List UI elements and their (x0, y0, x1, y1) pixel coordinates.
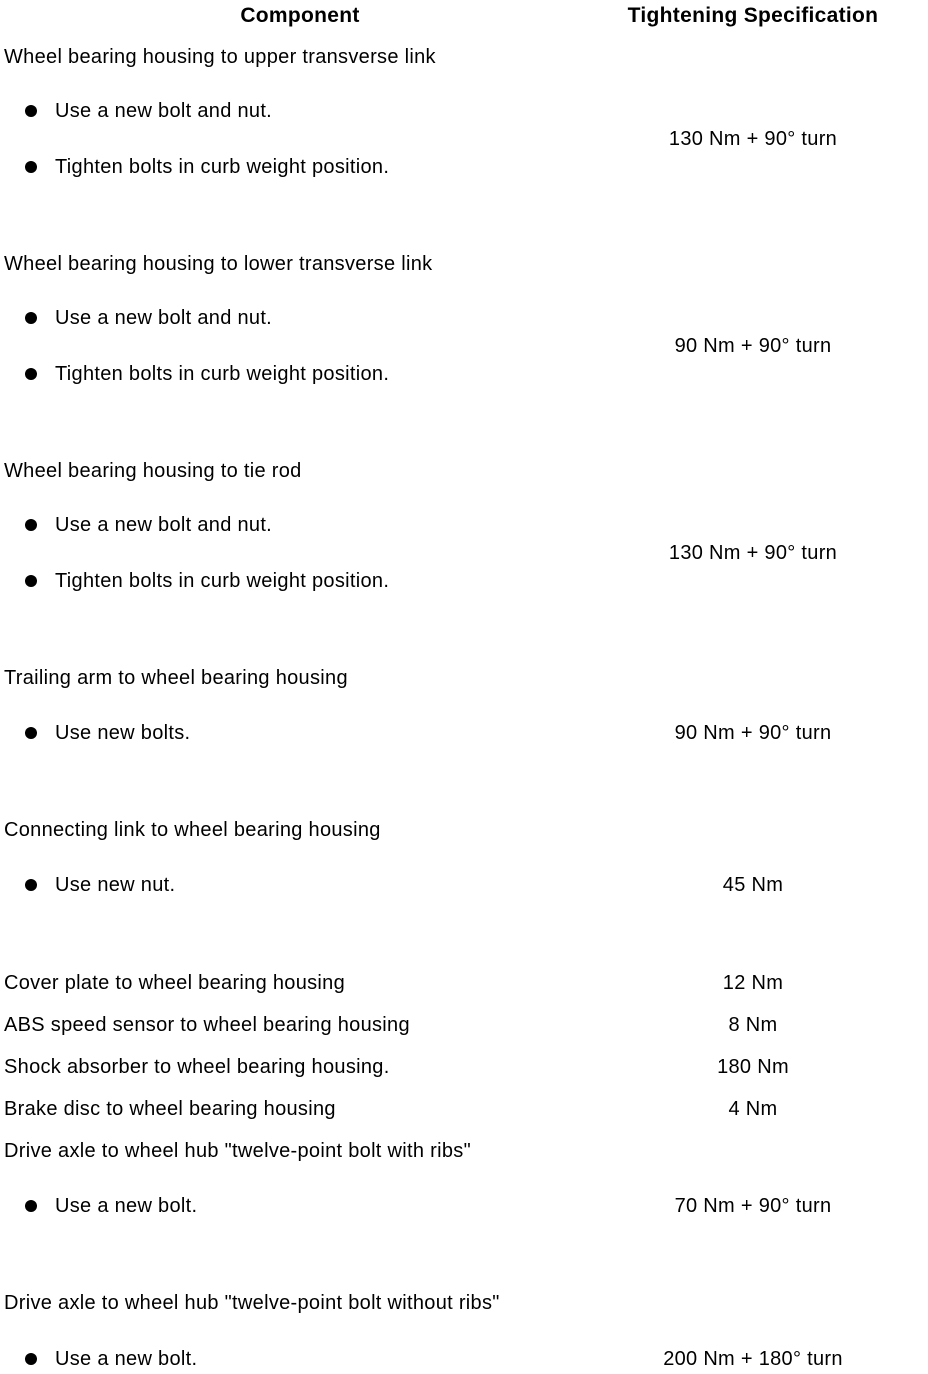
spec-value: 130 Nm + 90° turn (668, 542, 838, 564)
section-wheel-bearing-lower-transverse-link (0, 253, 928, 385)
bullet-list (0, 1348, 600, 1370)
bullet-item (0, 874, 600, 896)
bullet-text: Use a new bolt. (55, 1195, 198, 1217)
section-title: Trailing arm to wheel bearing housing (4, 667, 348, 689)
spec-value: 130 Nm + 90° turn (668, 128, 838, 150)
bullet-text: Tighten bolts in curb weight position. (55, 363, 390, 385)
table-row-brake-disc (0, 1098, 928, 1120)
bullet-icon (25, 105, 37, 117)
bullet-item (0, 1195, 600, 1217)
section-title: Drive axle to wheel hub "twelve-point bolt with ribs" (4, 1140, 471, 1162)
component-name: Shock absorber to wheel bearing housing. (4, 1056, 390, 1078)
component-name: Cover plate to wheel bearing housing (4, 972, 346, 994)
bullet-list (0, 874, 600, 896)
bullet-item (0, 100, 600, 122)
bullet-item (0, 1348, 600, 1370)
bullet-item (0, 514, 600, 536)
section-drive-axle-with-ribs (0, 1140, 928, 1217)
spec-value: 90 Nm + 90° turn (674, 722, 832, 744)
component-name: ABS speed sensor to wheel bearing housing (4, 1014, 410, 1036)
bullet-list (0, 514, 600, 592)
bullet-item (0, 156, 600, 178)
section-wheel-bearing-tie-rod (0, 460, 928, 592)
spec-value: 45 Nm (722, 874, 784, 896)
component-name: Brake disc to wheel bearing housing (4, 1098, 336, 1120)
table-row-shock-absorber (0, 1056, 928, 1078)
section-connecting-link (0, 819, 928, 896)
column-header-component: Component (240, 4, 360, 27)
bullet-item (0, 307, 600, 329)
section-wheel-bearing-upper-transverse-link (0, 46, 928, 178)
bullet-text: Use a new bolt and nut. (55, 514, 273, 536)
bullet-text: Use a new bolt. (55, 1348, 198, 1370)
simple-spec-rows (0, 972, 928, 1120)
spec-value: 12 Nm (722, 972, 784, 994)
section-title: Wheel bearing housing to tie rod (4, 460, 302, 482)
table-row-abs-speed-sensor (0, 1014, 928, 1036)
table-row-cover-plate (0, 972, 928, 994)
bullet-text: Tighten bolts in curb weight position. (55, 570, 390, 592)
bullet-icon (25, 575, 37, 587)
bullet-list (0, 722, 600, 744)
spec-value: 70 Nm + 90° turn (674, 1195, 832, 1217)
bullet-icon (25, 519, 37, 531)
bullet-list (0, 307, 600, 385)
bullet-icon (25, 1353, 37, 1365)
spec-value: 8 Nm (728, 1014, 778, 1036)
section-trailing-arm (0, 667, 928, 744)
bullet-icon (25, 879, 37, 891)
section-title: Wheel bearing housing to lower transverse link (4, 253, 433, 275)
bullet-text: Tighten bolts in curb weight position. (55, 156, 390, 178)
section-title: Connecting link to wheel bearing housing (4, 819, 381, 841)
column-header-tightening-specification: Tightening Specification (627, 4, 879, 27)
bullet-icon (25, 1200, 37, 1212)
bullet-item (0, 570, 600, 592)
section-title: Drive axle to wheel hub "twelve-point bolt without ribs" (4, 1292, 500, 1314)
section-drive-axle-without-ribs (0, 1292, 928, 1370)
bullet-text: Use a new bolt and nut. (55, 307, 273, 329)
bullet-item (0, 363, 600, 385)
spec-value: 180 Nm (717, 1056, 789, 1078)
section-title: Wheel bearing housing to upper transverse link (4, 46, 436, 68)
table-header-row (0, 4, 928, 27)
bullet-icon (25, 161, 37, 173)
spec-value: 200 Nm + 180° turn (663, 1348, 843, 1370)
bullet-icon (25, 368, 37, 380)
bullet-item (0, 722, 600, 744)
bullet-list (0, 100, 600, 178)
bullet-list (0, 1195, 600, 1217)
bullet-icon (25, 312, 37, 324)
bullet-text: Use a new bolt and nut. (55, 100, 273, 122)
bullet-icon (25, 727, 37, 739)
bullet-text: Use new bolts. (55, 722, 191, 744)
spec-value: 90 Nm + 90° turn (674, 335, 832, 357)
spec-value: 4 Nm (728, 1098, 778, 1120)
bullet-text: Use new nut. (55, 874, 176, 896)
